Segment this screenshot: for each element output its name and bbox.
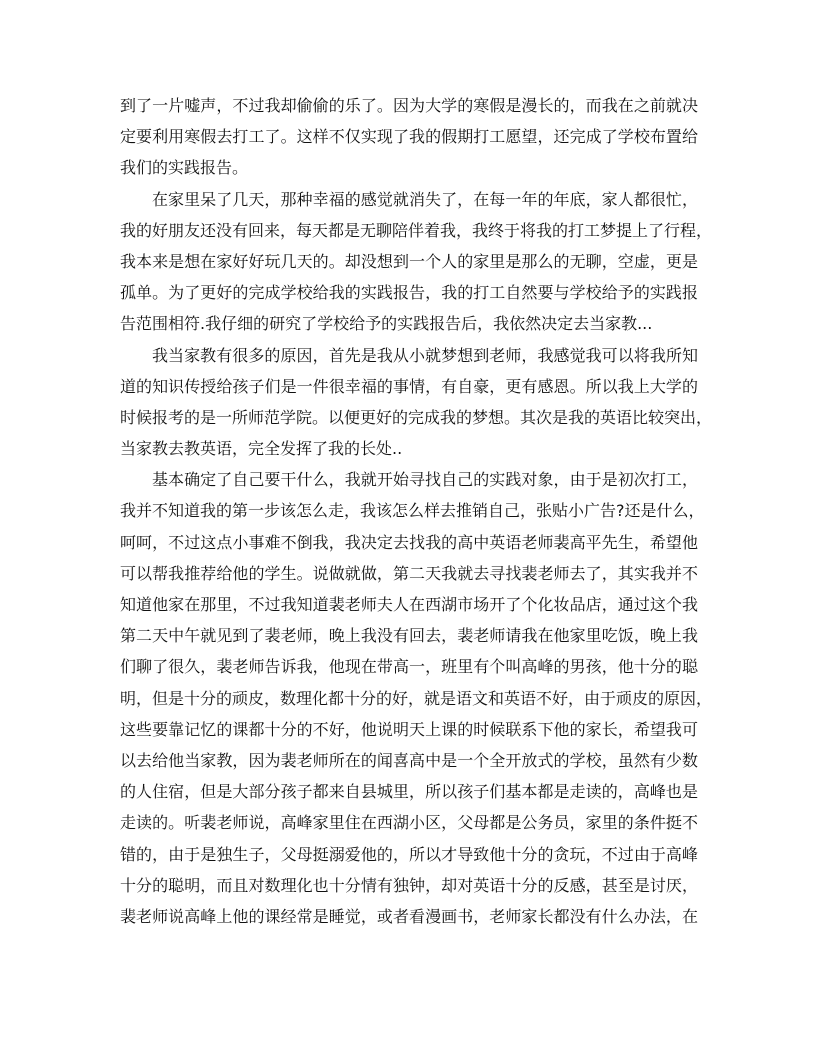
text-line: 当家教去教英语，完全发挥了我的长处.. [120, 439, 403, 459]
text-line: 我的好朋友还没有回来，每天都是无聊陪伴着我，我终于将我的打工梦提上了行程， [120, 220, 713, 240]
paragraph-3 [120, 340, 713, 465]
text-line: 定要利用寒假去打工了。这样不仅实现了我的假期打工愿望，还完成了学校布置给 [120, 127, 698, 147]
text-line: 呵呵，不过这点小事难不倒我，我决定去找我的高中英语老师裴高平先生，希望他 [120, 532, 698, 552]
text-line: 孤单。为了更好的完成学校给我的实践报告，我的打工自然要与学校给予的实践报 [120, 283, 698, 303]
text-line: 我本来是想在家好好玩几天的。却没想到一个人的家里是那么的无聊，空虚，更是 [120, 251, 698, 271]
paragraph-4 [120, 464, 713, 932]
text-line: 第二天中午就见到了裴老师，晚上我没有回去，裴老师请我在他家里吃饭，晚上我 [120, 626, 698, 646]
text-line: 走读的。听裴老师说，高峰家里住在西湖小区，父母都是公务员，家里的条件挺不 [120, 813, 698, 833]
document-body [120, 90, 713, 932]
text-line: 十分的聪明，而且对数理化也十分情有独钟，却对英语十分的反感，甚至是讨厌， [120, 875, 698, 895]
text-line: 们聊了很久，裴老师告诉我，他现在带高一，班里有个叫高峰的男孩，他十分的聪 [120, 657, 698, 677]
text-line: 以去给他当家教，因为裴老师所在的闻喜高中是一个全开放式的学校，虽然有少数 [120, 750, 698, 770]
text-line: 我当家教有很多的原因，首先是我从小就梦想到老师，我感觉我可以将我所知 [152, 345, 698, 365]
text-line: 基本确定了自己要干什么，我就开始寻找自己的实践对象，由于是初次打工， [152, 470, 698, 490]
text-line: 错的，由于是独生子，父母挺溺爱他的，所以才导致他十分的贪玩，不过由于高峰 [120, 844, 698, 864]
text-line: 裴老师说高峰上他的课经常是睡觉，或者看漫画书，老师家长都没有什么办法，在 [120, 906, 698, 926]
text-line: 可以帮我推荐给他的学生。说做就做，第二天我就去寻找裴老师去了，其实我并不 [120, 563, 698, 583]
text-line: 道的知识传授给孩子们是一件很幸福的事情，有自豪，更有感恩。所以我上大学的 [120, 376, 698, 396]
paragraph-1 [120, 90, 698, 184]
text-line: 告范围相符.我仔细的研究了学校给予的实践报告后，我依然决定去当家教... [120, 314, 653, 334]
text-line: 我们的实践报告。 [120, 158, 249, 178]
text-line: 到了一片嘘声，不过我却偷偷的乐了。因为大学的寒假是漫长的，而我在之前就决 [120, 96, 698, 115]
paragraph-2 [120, 184, 713, 340]
text-line: 时候报考的是一所师范学院。以便更好的完成我的梦想。其次是我的英语比较突出， [120, 407, 713, 427]
text-line: 在家里呆了几天，那种幸福的感觉就消失了，在每一年的年底，家人都很忙， [152, 189, 698, 209]
text-line: 这些要靠记忆的课都十分的不好，他说明天上课的时候联系下他的家长，希望我可 [120, 719, 698, 739]
text-line: 我并不知道我的第一步该怎么走，我该怎么样去推销自己，张贴小广告?还是什么， [120, 501, 705, 521]
text-line: 明，但是十分的顽皮，数理化都十分的好，就是语文和英语不好，由于顽皮的原因， [120, 688, 713, 708]
text-line: 的人住宿，但是大部分孩子都来自县城里，所以孩子们基本都是走读的，高峰也是 [120, 782, 698, 802]
text-line: 知道他家在那里，不过我知道裴老师夫人在西湖市场开了个化妆品店，通过这个我 [120, 595, 698, 614]
